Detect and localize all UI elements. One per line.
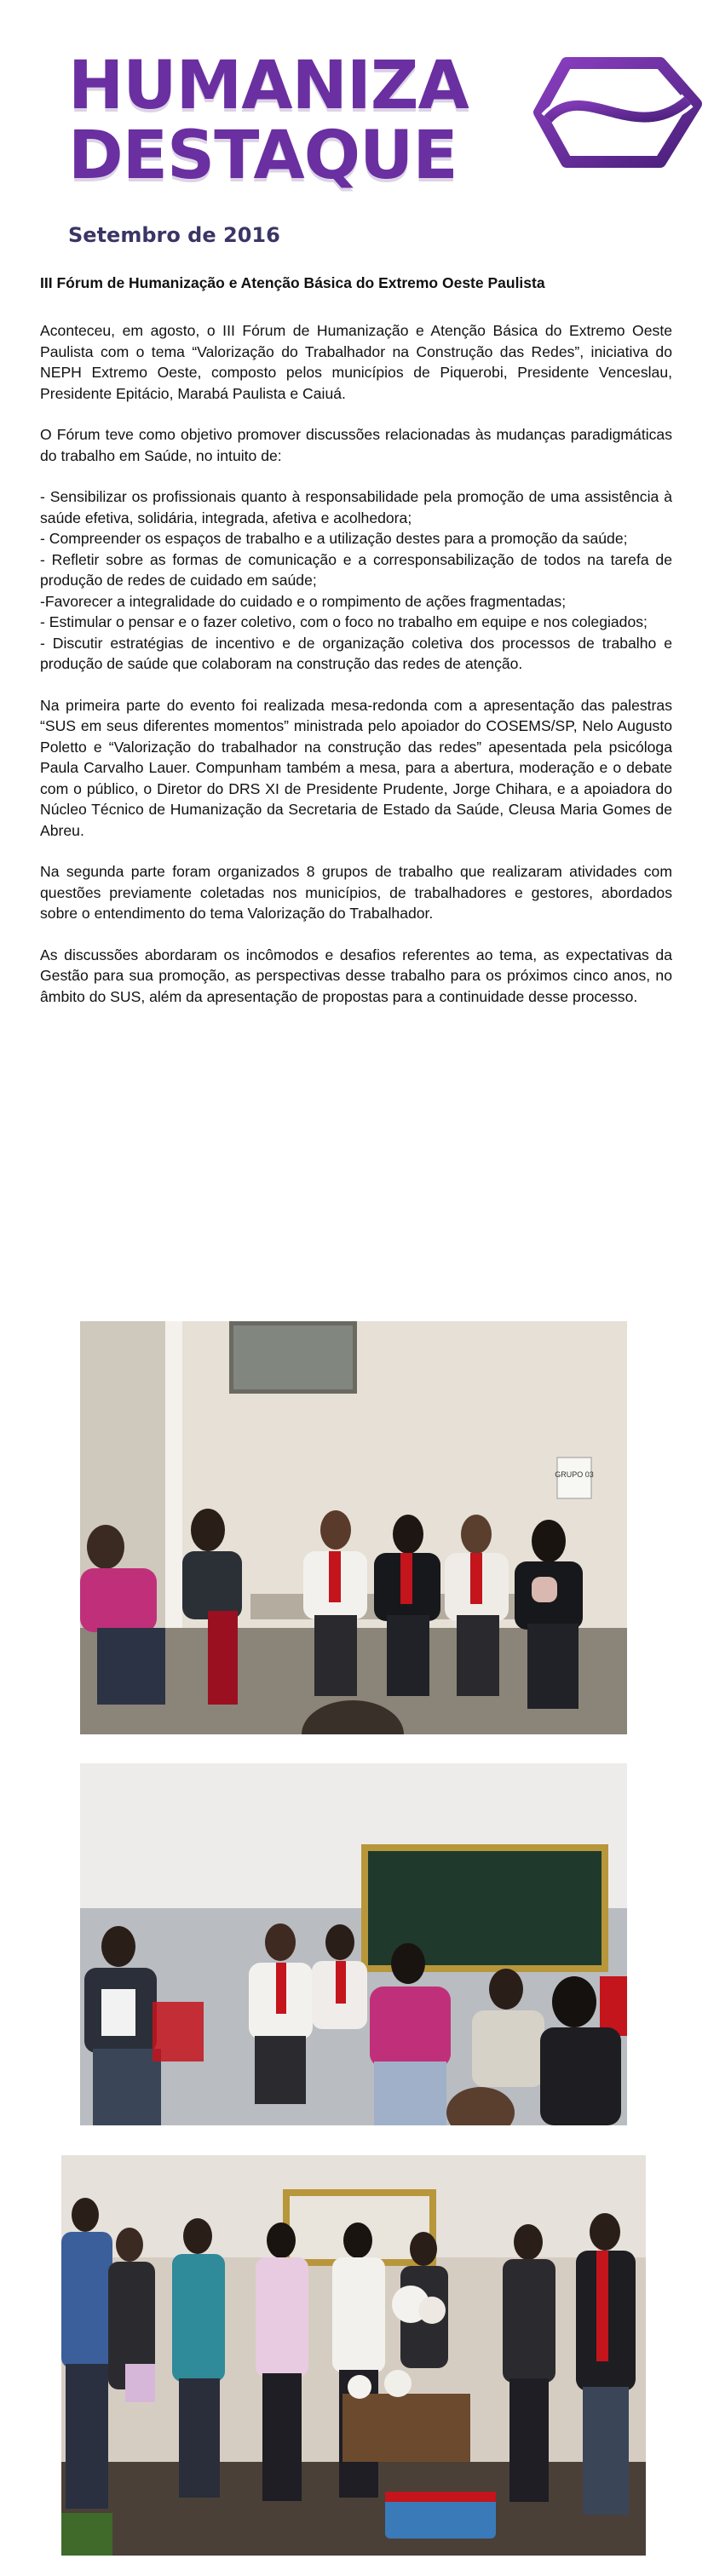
objective-item: - Discutir estratégias de incentivo e de organização coletiva dos processos de trabalho e produção de saúde que colaboram na construção das redes de atenção. — [40, 634, 672, 672]
paragraph-intro: Aconteceu, em agosto, o III Fórum de Humanização e Atenção Básica do Extremo Oeste Paulista com o tema “Valorização do Trabalhador na Construção das Redes”, iniciativa do NEPH Extremo Oeste, composto pelos municípios de Piquerobi, Presidente Venceslau, Presidente Epitácio, Marabá Paulista e Caiuá. — [40, 322, 672, 402]
logo-ribbon-icon — [532, 53, 703, 172]
paragraph-first-part: Na primeira parte do evento foi realizada mesa-redonda com a apresentação das palestras “SUS em seus diferentes momentos” ministrada pelo apoiador do COSEMS/SP, Nelo Augusto Poletto e “Valorização do trabalhador na construção das redes” apesentada pela psicóloga Paula Carvalho Lauer. Compunham também a mesa, para a abertura, moderação e o debate com o público, o Diretor do DRS XI de Presidente Prudente, Jorge Chihara, e a apoiadora do Núcleo Técnico de Humanização da Secretaria de Estado da Saúde, Cleusa Maria Gomes de Abreu. — [40, 696, 672, 839]
paragraph-objective: O Fórum teve como objetivo promover discussões relacionadas às mudanças paradigmáticas do trabalho em Saúde, no intuito de: — [40, 426, 672, 464]
objective-item: - Refletir sobre as formas de comunicação e a corresponsabilização de todos na tarefa de produção de redes de cuidado em saúde; — [40, 550, 672, 589]
paragraph-second-part: Na segunda parte foram organizados 8 grupos de trabalho que realizaram atividades com questões previamente coletadas nos municípios, de trabalhadores e gestores, abordados sobre o entendimento do tema Valorização do Trabalhador. — [40, 863, 672, 922]
objective-item: - Sensibilizar os profissionais quanto à responsabilidade pela promoção de uma assistência à saúde efetiva, solidária, integrada, afetiva e acolhedora; — [40, 488, 672, 526]
objective-item: -Favorecer a integralidade do cuidado e o rompimento de ações fragmentadas; — [40, 592, 567, 610]
paragraph-discussions: As discussões abordaram os incômodos e desafios referentes ao tema, as expectativas da Gestão para sua promoção, as perspectivas desse trabalho para os próximos cinco anos, no âmbito do SUS, além da apresentação de propostas para a continuidade desse processo. — [40, 946, 672, 1005]
photo-standing-group — [61, 2155, 646, 2556]
photo-chalkboard-group-image — [80, 1763, 627, 2125]
photo-group-discussion-image — [80, 1321, 627, 1734]
objective-item: - Compreender os espaços de trabalho e a utilização destes para a promoção da saúde; — [40, 530, 628, 547]
humaniza-destaque-logo — [68, 48, 682, 198]
objective-item: - Estimular o pensar e o fazer coletivo, com o foco no trabalho em equipe e nos colegiados; — [40, 613, 648, 630]
article-body — [40, 320, 672, 1027]
logo-word-destaque: DESTAQUE — [68, 118, 458, 194]
photo-standing-group-image — [61, 2155, 646, 2556]
article-title: III Fórum de Humanização e Atenção Básica do Extremo Oeste Paulista — [40, 274, 545, 291]
photo-group-sign: GRUPO 03 — [555, 1470, 594, 1479]
issue-date: Setembro de 2016 — [68, 223, 280, 247]
photo-chalkboard-group — [80, 1763, 627, 2125]
logo-word-humaniza: HUMANIZA — [68, 48, 469, 124]
photo-group-discussion — [80, 1321, 627, 1734]
